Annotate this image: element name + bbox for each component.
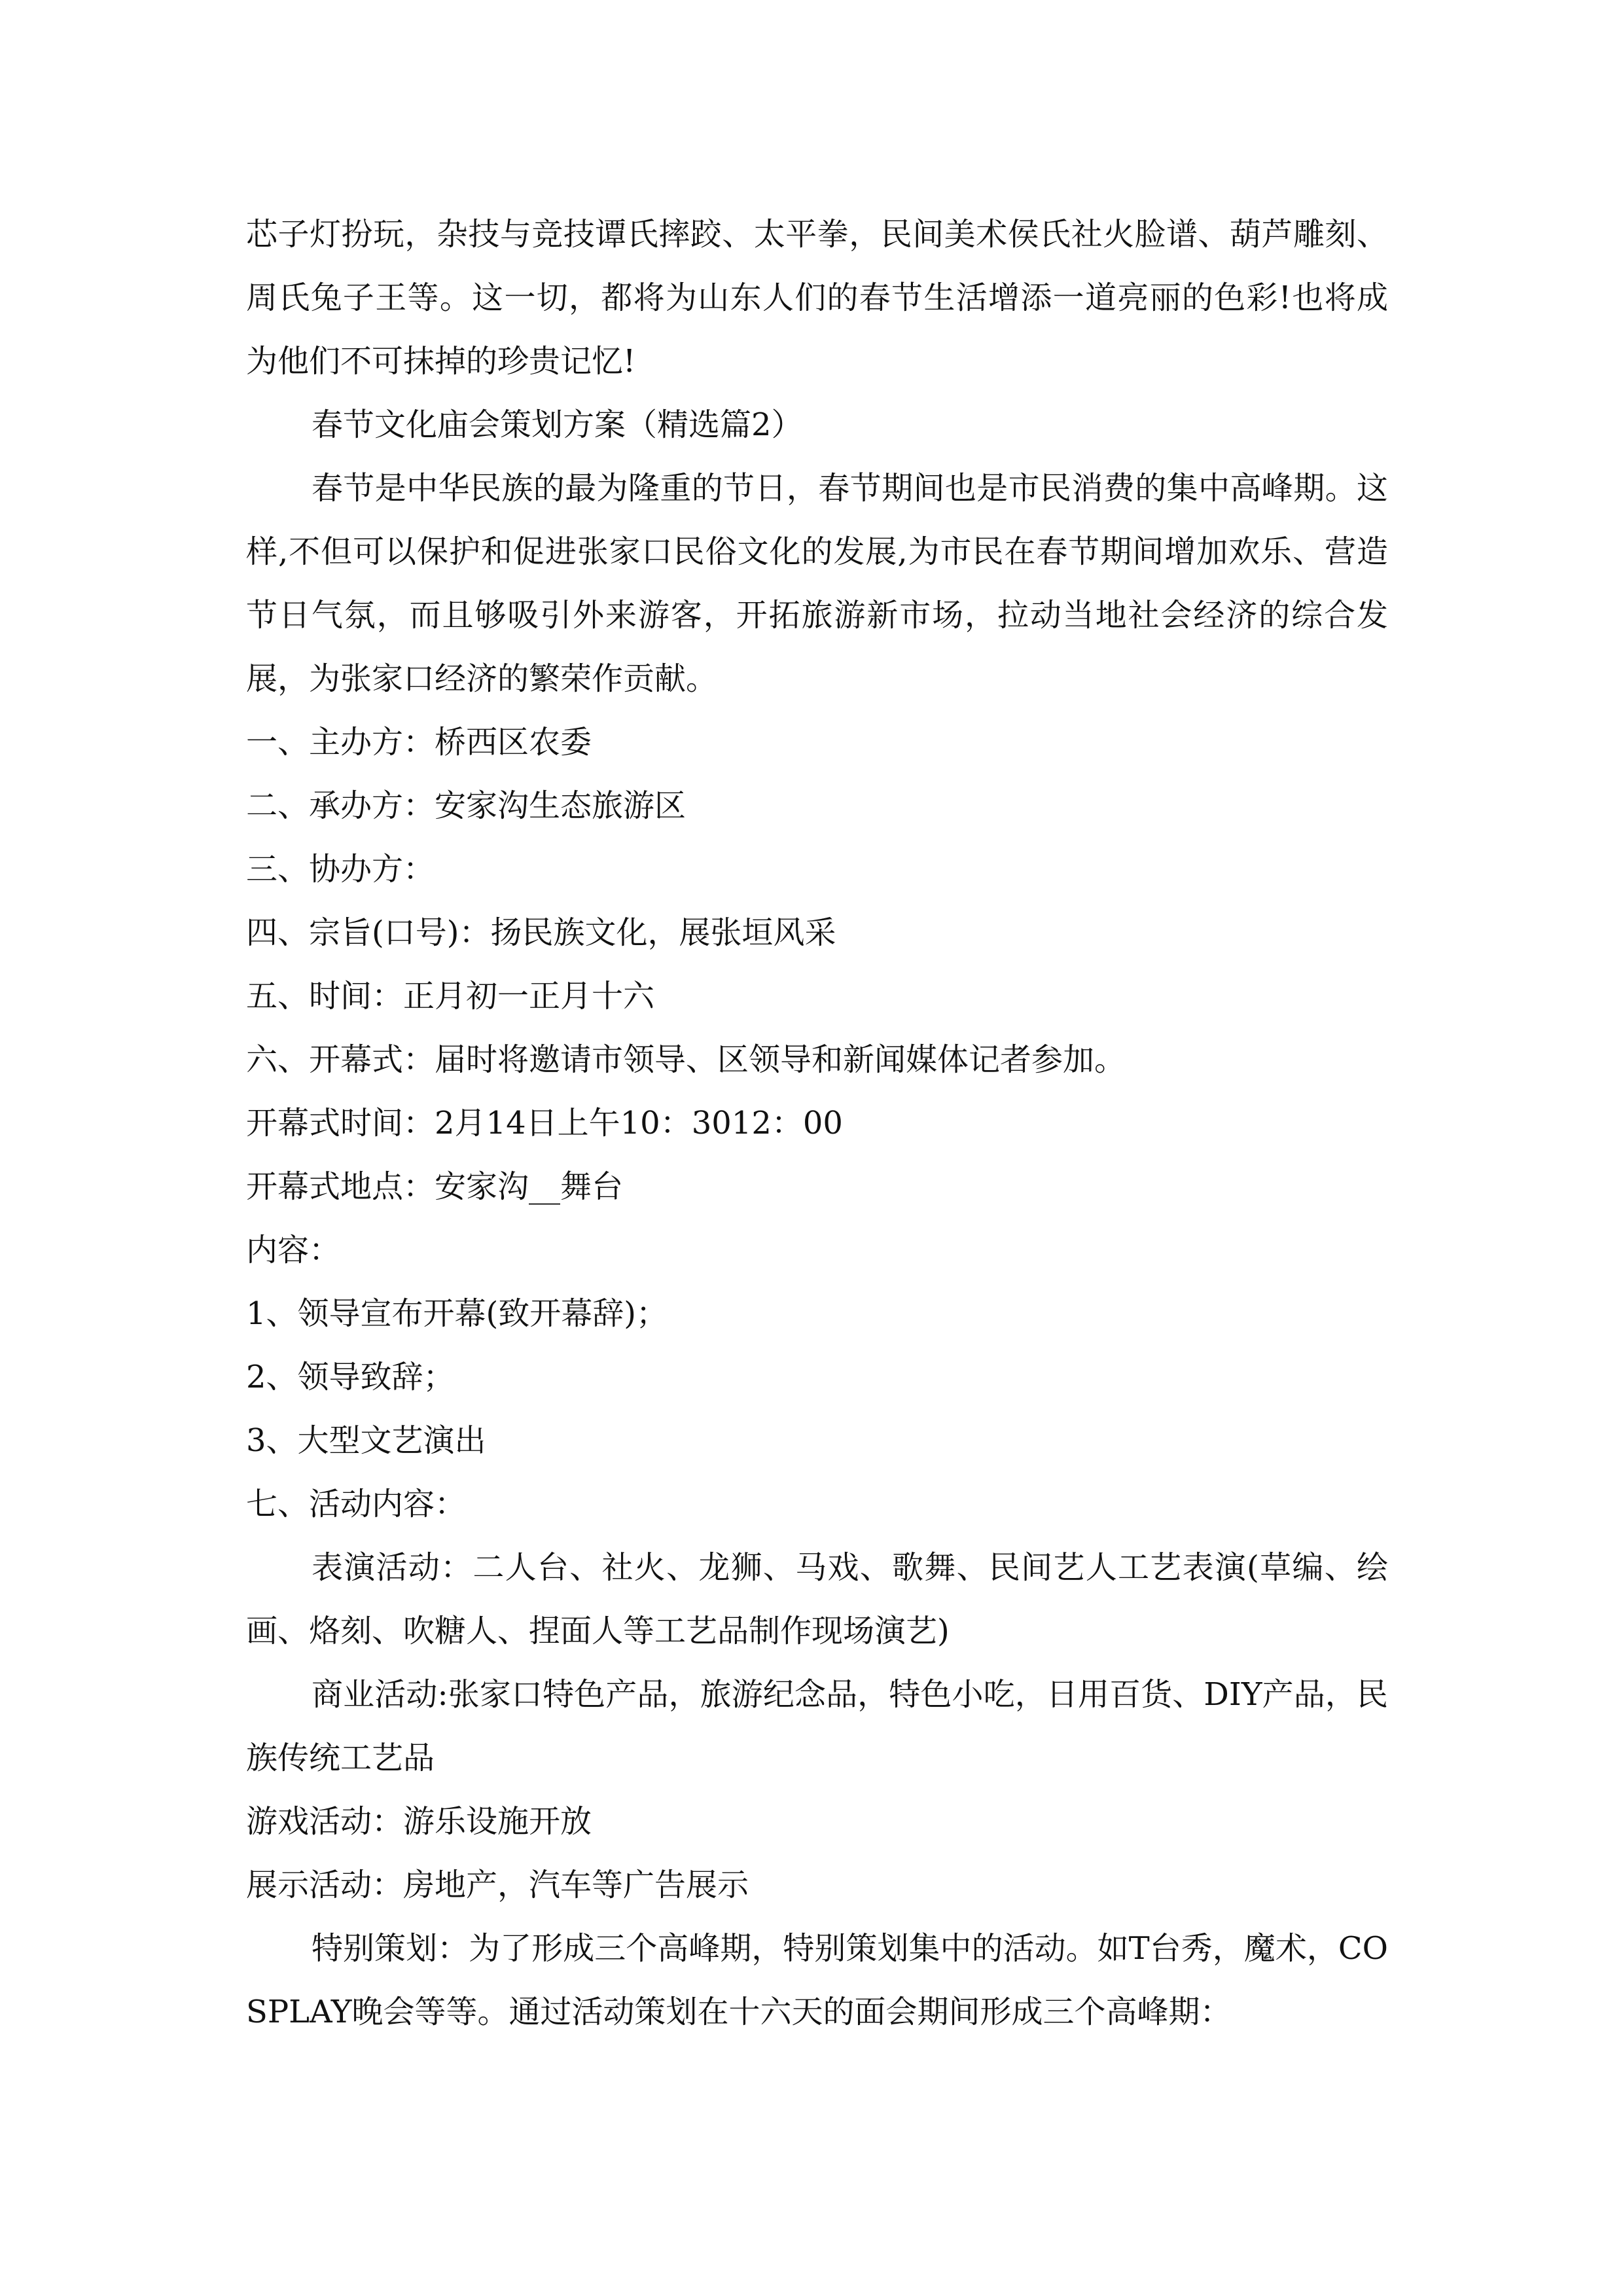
item-co-organizer: 三、协办方： bbox=[246, 851, 435, 888]
item-organizer: 一、主办方：桥西区农委 bbox=[246, 724, 592, 761]
item-content-label: 内容： bbox=[246, 1232, 341, 1268]
paragraph-continuation: 芯子灯扮玩，杂技与竞技谭氏摔跤、太平拳，民间美术侯氏社火脸谱、葫芦雕刻、周氏兔子王等。这一切，都将为山东人们的春节生活增添一道亮丽的色彩!也将成为他们不可抹掉的珍贵记忆! bbox=[246, 216, 1388, 380]
section-heading: 春节文化庙会策划方案（精选篇2） bbox=[312, 406, 803, 443]
item-time: 五、时间：正月初一正月十六 bbox=[246, 978, 655, 1014]
item-exhibition: 展示活动：房地产，汽车等广告展示 bbox=[246, 1867, 749, 1903]
item-opening-time: 开幕式时间：2月14日上午10：3012：00 bbox=[246, 1105, 843, 1141]
item-games: 游戏活动：游乐设施开放 bbox=[246, 1803, 592, 1840]
item-content-1: 1、领导宣布开幕(致开幕辞)； bbox=[246, 1295, 668, 1332]
item-undertaker: 二、承办方：安家沟生态旅游区 bbox=[246, 787, 687, 824]
intro-paragraph: 春节是中华民族的最为隆重的节日，春节期间也是市民消费的集中高峰期。这样,不但可以保护和促进张家口民俗文化的发展,为市民在春节期间增加欢乐、营造节日气氛，而且够吸引外来游客，开拓旅游新市场，拉动当地社会经济的综合发展，为张家口经济的繁荣作贡献。 bbox=[246, 470, 1388, 697]
item-opening-ceremony: 六、开幕式：届时将邀请市领导、区领导和新闻媒体记者参加。 bbox=[246, 1041, 1126, 1078]
item-content-2: 2、领导致辞； bbox=[246, 1359, 455, 1395]
document-body bbox=[246, 203, 1388, 2044]
paragraph-commerce: 商业活动:张家口特色产品，旅游纪念品，特色小吃，日用百货、DIY产品，民族传统工艺品 bbox=[246, 1676, 1388, 1776]
item-slogan: 四、宗旨(口号)：扬民族文化，展张垣风采 bbox=[246, 914, 836, 951]
item-content-3: 3、大型文艺演出 bbox=[246, 1422, 486, 1459]
item-activities: 七、活动内容： bbox=[246, 1486, 467, 1522]
paragraph-performance: 表演活动：二人台、社火、龙狮、马戏、歌舞、民间艺人工艺表演(草编、绘画、烙刻、吹糖人、捏面人等工艺品制作现场演艺) bbox=[246, 1549, 1388, 1649]
paragraph-special: 特别策划：为了形成三个高峰期，特别策划集中的活动。如T台秀，魔术，COSPLAY晚会等等。通过活动策划在十六天的面会期间形成三个高峰期： bbox=[246, 1930, 1388, 2030]
item-opening-location: 开幕式地点：安家沟__舞台 bbox=[246, 1168, 624, 1205]
